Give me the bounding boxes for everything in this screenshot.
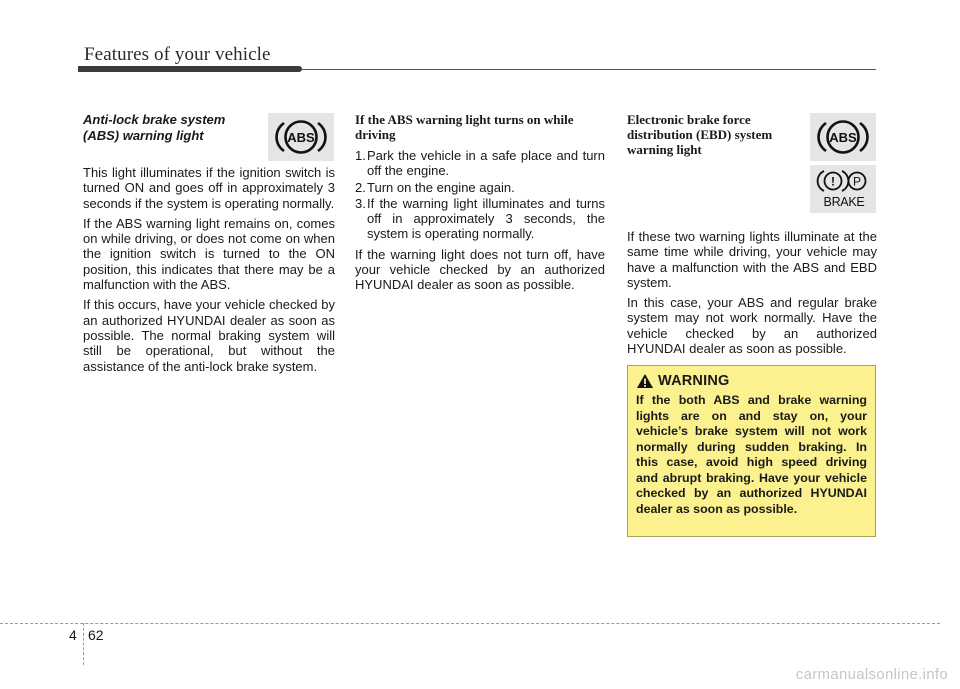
warning-box: [627, 365, 876, 537]
header-rule-thick: [78, 66, 302, 72]
svg-text:P: P: [852, 174, 862, 189]
paragraph: If this occurs, have your vehicle checked by an authorized HYUNDAI dealer as soon as possible. The normal braking system will still be operational, but without the assistance of the anti-lock brake system.: [83, 297, 335, 374]
svg-text:BRAKE: BRAKE: [823, 195, 865, 209]
abs-icon: [273, 115, 329, 159]
step-list: [355, 148, 605, 242]
footer-rule: [0, 623, 940, 624]
abs-warning-light-icon: [268, 113, 334, 161]
chapter-number: 4: [69, 627, 77, 643]
brake-warning-light-icon: [810, 165, 876, 213]
ebd-section-heading: Electronic brake force distribution (EBD) system warning light: [627, 112, 773, 157]
brake-icon: [813, 167, 873, 211]
list-item: 1. Park the vehicle in a safe place and turn off the engine.: [355, 148, 605, 179]
abs-icon: [815, 115, 871, 159]
column-abs-driving: [355, 112, 605, 298]
list-item: 3. If the warning light illuminates and turns off in approximately 3 seconds, the system is operating normally.: [355, 195, 605, 242]
ebd-abs-light-icon: [810, 113, 876, 161]
page-number: 62: [88, 627, 104, 643]
list-item: 2. Turn on the engine again.: [355, 179, 515, 195]
abs-section-heading: Anti-lock brake system (ABS) warning light: [83, 112, 226, 143]
paragraph: If the warning light does not turn off, have your vehicle checked by an authorized HYUNDAI dealer as soon as possible.: [355, 246, 605, 293]
warning-triangle-icon: [636, 373, 654, 389]
paragraph: This light illuminates if the ignition switch is turned ON and goes off in approximately 3 seconds if the system is operating normally.: [83, 165, 335, 211]
svg-text:!: !: [831, 174, 835, 189]
abs-driving-heading: If the ABS warning light turns on while driving: [355, 112, 574, 142]
page-header-title: Features of your vehicle: [84, 44, 271, 65]
svg-text:ABS: ABS: [829, 130, 857, 145]
watermark: carmanualsonline.info: [795, 666, 948, 683]
header-rule-thin: [302, 69, 876, 70]
svg-text:ABS: ABS: [287, 130, 315, 145]
paragraph: If the ABS warning light remains on, comes on while driving, or does not come on when the ignition switch is turned to the ON position, this indicates that there may be a malfunction with the ABS.: [83, 215, 335, 293]
paragraph: In this case, your ABS and regular brake system may not work normally. Have the vehicle checked by an authorized HYUNDAI dealer as soon as possible.: [627, 295, 877, 357]
warning-header: [636, 373, 867, 389]
warning-text: If the both ABS and brake warning lights are on and stay on, your vehicle’s brake system will not work normally during sudden braking. In this case, avoid high speed driving and abrupt braking. Have your vehicle checked by an authorized HYUNDAI dealer as soon as possible.: [636, 393, 867, 516]
paragraph: If these two warning lights illuminate at the same time while driving, your vehicle may have a malfunction with the ABS and EBD system.: [627, 229, 877, 290]
footer-divider: [83, 623, 84, 665]
warning-label: WARNING: [658, 373, 730, 389]
